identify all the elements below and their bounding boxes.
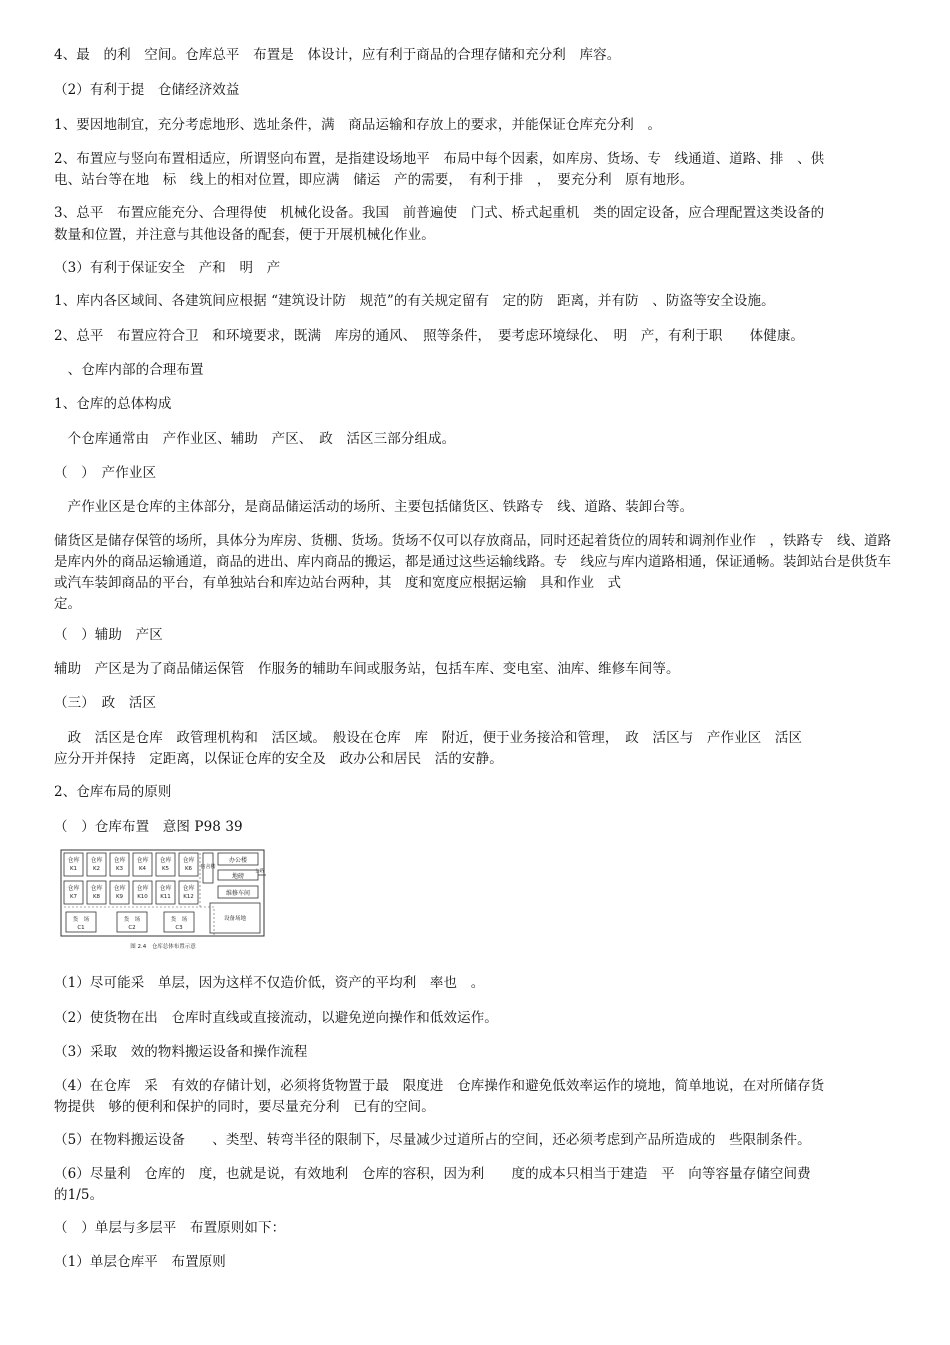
text-line: 2、总平 布置应符合卫 和环境要求，既满 库房的通风、 照等条件， 要考虑环境绿化、 明 产，有利于职 体健康。 — [54, 328, 805, 344]
text-line: （2）使货物在出 仓库时直线或直接流动，以避免逆向操作和低效运作。 — [54, 1010, 498, 1026]
text-line: （3）采取 效的物料搬运设备和操作流程 — [54, 1044, 308, 1060]
warehouse-code: K7 — [69, 894, 78, 900]
warehouse-code: K4 — [138, 866, 147, 872]
warehouse-label: 仓库 — [90, 885, 103, 892]
warehouse-row-2 — [64, 881, 198, 904]
text-line: 1、要因地制宜，充分考虑地形、选址条件，满 商品运输和存放上的要求，并能保证仓库充分利 。 — [54, 117, 662, 133]
text-line: （4）在仓库 采 有效的存储计划，必须将货物置于最 限度进 仓库操作和避免低效率运作的境地，简单地说，在对所储存货 — [54, 1078, 825, 1094]
warehouse-code: K9 — [115, 894, 124, 900]
text-line: 数量和位置，并注意与其他设备的配套，便于开展机械化作业。 — [54, 227, 435, 243]
warehouse-label: 仓库 — [67, 885, 80, 892]
yard-code: C2 — [128, 925, 136, 931]
warehouse-label: 仓库 — [136, 857, 149, 864]
text-line: 产作业区是仓库的主体部分，是商品储运活动的场所、主要包括储货区、铁路专 线、道路、装卸台等。 — [54, 499, 694, 515]
workshop-label: 维修车间 — [225, 890, 251, 897]
section-heading: （ ）单层与多层平 布置原则如下： — [54, 1220, 286, 1236]
warehouse-code: K10 — [137, 894, 148, 900]
text-line: 的1/5。 — [54, 1187, 104, 1203]
section-heading: 、仓库内部的合理布置 — [54, 362, 204, 378]
warehouse-label: 仓库 — [67, 857, 80, 864]
section-heading: 1、仓库的总体构成 — [54, 396, 172, 412]
yard-label: 货 场 — [170, 917, 188, 923]
text-line: 1、库内各区域间、各建筑间应根据 “建筑设计防 规范”的有关规定留有 定的防 距离，并有防 、防盗等安全设施。 — [54, 293, 775, 309]
text-line: 3、总平 布置应能充分、合理得使 机械化设备。我国 前普遍使 门式、桥式起重机 类的固定设备，应合理配置这类设备的 — [54, 205, 825, 221]
text-line: 电、站台等在地 标 线上的相对位置，即应满 储运 产的需要， 有利于排 ， 要充分利 原有地形。 — [54, 172, 694, 188]
section-heading: （三） 政 活区 — [54, 695, 157, 711]
text-line: 4、最 的利 空间。仓库总平 布置是 体设计，应有利于商品的合理存储和充分利 库容。 — [54, 47, 621, 63]
warehouse-code: K1 — [69, 866, 78, 872]
warehouse-label: 仓库 — [113, 857, 126, 864]
cargo-yards — [66, 912, 194, 932]
warehouse-label: 仓库 — [90, 857, 103, 864]
warehouse-label: 仓库 — [159, 857, 172, 864]
warehouse-code: K6 — [184, 866, 193, 872]
text-line: 个仓库通常由 产作业区、辅助 产区、 政 活区三部分组成。 — [54, 431, 456, 447]
text-line: 辅助 产区是为了商品储运保管 作服务的辅助车间或服务站，包括车库、变电室、油库、维修车间等。 — [54, 661, 680, 677]
yard-label: 货 场 — [123, 917, 141, 923]
office-label: 办公楼 — [228, 857, 248, 864]
warehouse-code: K5 — [161, 866, 170, 872]
text-paragraph: 储货区是储存保管的场所，具体分为库房、货棚、货场。货场不仅可以存放商品，同时还起着货位的周转和调剂作业作 ，铁路专 线、道路是库内外的商品运输通道，商品的进出、库内商品的搬运，都是通过这些运输线路。专 线应与库内道路相通，保证通畅。装卸站台是供货车或汽车装卸商品的平台，有单独站台和库边站台两种，其 度和宽度应根据运输 具和作业 式 定。 — [54, 533, 945, 612]
section-heading: （ ） 产作业区 — [54, 465, 157, 481]
warehouse-code: K12 — [183, 894, 194, 900]
section-heading: （2）有利于提 仓储经济效益 — [54, 82, 240, 98]
figure-reference: （ ）仓库布置 意图 P98 39 — [54, 819, 243, 835]
text-line: （6）尽量利 仓库的 度，也就是说，有效地利 仓库的容积，因为利 度的成本只相当于建造 平 向等容量存储空间费 — [54, 1166, 811, 1182]
section-heading: （1）单层仓库平 布置原则 — [54, 1254, 226, 1270]
yard-label: 货 场 — [72, 917, 90, 923]
warehouse-label: 仓库 — [182, 885, 195, 892]
text-line: （5）在物料搬运设备 、类型、转弯半径的限制下，尽量减少过道所占的空间，还必须考虑到产品所造成的 些限制条件。 — [54, 1132, 811, 1148]
text-line: 物提供 够的便利和保护的同时，要尽量充分利 已有的空间。 — [54, 1099, 435, 1115]
warehouse-row-1 — [64, 853, 198, 876]
text-line: 2、布置应与竖向布置相适应，所谓竖向布置，是指建设场地平 布局中每个因素，如库房、货场、专 线通道、道路、排 、供 — [54, 151, 825, 167]
text-line: 政 活区是仓库 政管理机构和 活区域。 般设在仓库 库 附近，便于业务接洽和管理， 政 活区与 产作业区 活区 — [54, 730, 803, 746]
figure-caption: 图 2.4 仓库总体布置示意 — [130, 944, 196, 950]
weighbridge-label: 地磅 — [231, 873, 245, 880]
yard-code: C3 — [175, 925, 183, 931]
warehouse-label: 仓库 — [182, 857, 195, 864]
section-heading: （3）有利于保证安全 产和 明 产 — [54, 260, 281, 276]
road-label: 公路 — [255, 869, 264, 874]
warehouse-code: K8 — [92, 894, 101, 900]
section-heading: 2、仓库布局的原则 — [54, 784, 172, 800]
warehouse-label: 仓库 — [159, 885, 172, 892]
dormitory-label: 宿舍楼 — [200, 864, 216, 870]
section-heading: （ ）辅助 产区 — [54, 627, 163, 643]
text-line: 应分开并保持 定距离，以保证仓库的安全及 政办公和居民 活的安静。 — [54, 751, 503, 767]
text-line: （1）尽可能采 单层，因为这样不仅造价低，资产的平均利 率也 。 — [54, 975, 485, 991]
yard-code: C1 — [77, 925, 85, 931]
warehouse-code: K3 — [115, 866, 124, 872]
warehouse-layout-figure — [60, 848, 266, 952]
warehouse-code: K2 — [92, 866, 101, 872]
equipment-yard-label: 设备场地 — [223, 916, 247, 922]
warehouse-label: 仓库 — [136, 885, 149, 892]
warehouse-label: 仓库 — [113, 885, 126, 892]
warehouse-code: K11 — [160, 894, 171, 900]
